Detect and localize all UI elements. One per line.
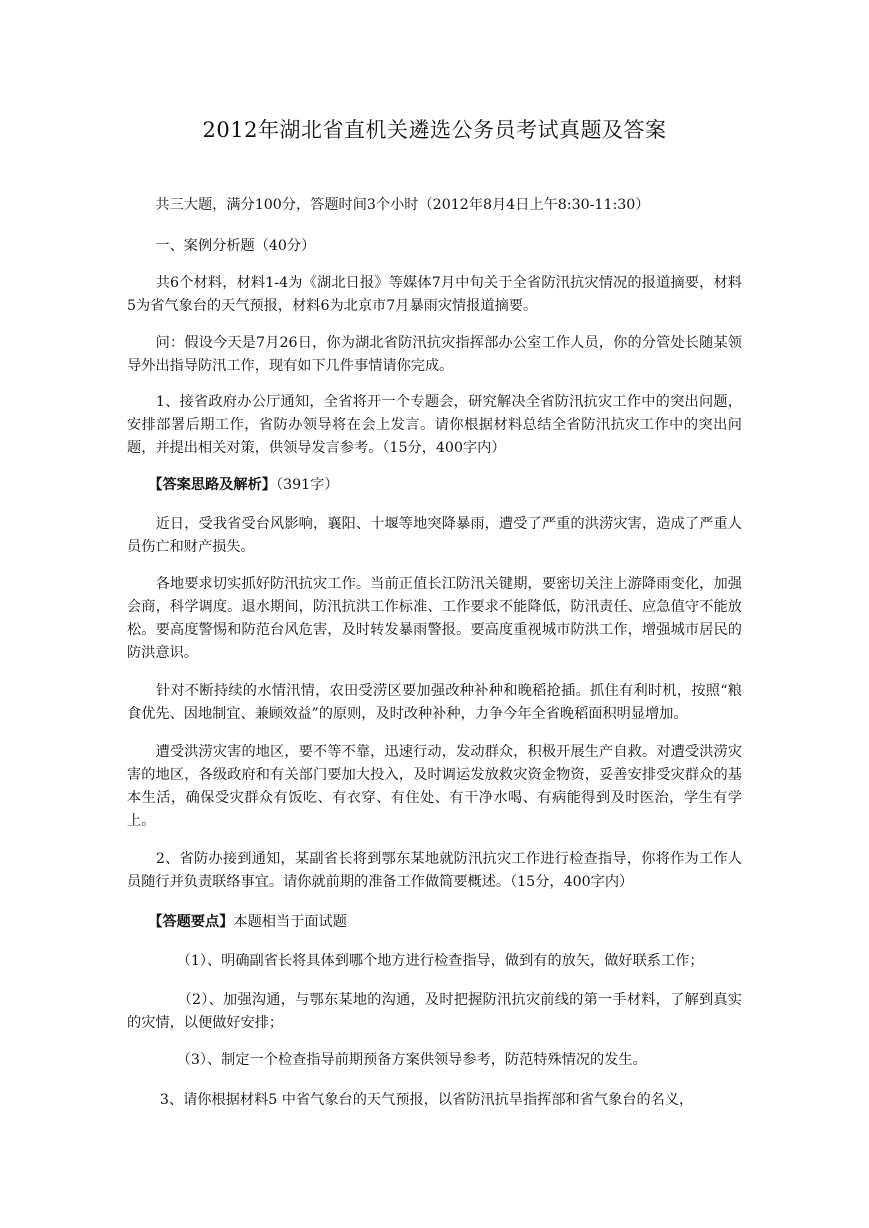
exam-info-paragraph: 共三大题，满分100分，答题时间3个小时（2012年8月4日上午8:30-11:30） [127,197,650,213]
question-1-paragraph: 1、接省政府办公厅通知，全省将开一个专题会，研究解决全省防汛抗灾工作中的突出问题，安排部署后期工作，省防办领导将在会上发言。请你根据材料总结全省防汛抗灾工作中的突出问题，并提出相关对策，供领导发言参考。（15分，400字内） [127,394,742,456]
answer-heading-1 [127,474,742,497]
answer-heading-1-label: 【答案思路及解析】 [155,477,276,493]
document-title: 2012年湖北省直机关遴选公务员考试真题及答案 [202,118,667,142]
question-intro-paragraph: 问：假设今天是7月26日，你为湖北省防汛抗灾指挥部办公室工作人员，你的分管处长随某领导外出指导防汛工作，现有如下几件事情请你完成。 [127,335,742,374]
question-3-paragraph: 3、请你根据材料5 中省气象台的天气预报，以省防汛抗旱指挥部和省气象台的名义， [127,1092,694,1108]
answer-point-2: （2）、加强沟通，与鄂东某地的沟通，及时把握防汛抗灾前线的第一手材料，了解到真实的灾情，以便做好安排； [127,992,742,1031]
answer-paragraph: 近日，受我省受台风影响，襄阳、十堰等地突降暴雨，遭受了严重的洪涝灾害，造成了严重人员伤亡和财产损失。 [127,516,742,555]
answer-point-3: （3）、制定一个检查指导前期预备方案供领导参考，防范特殊情况的发生。 [127,1052,647,1068]
answer-heading-2-label: 【答题要点】 [155,914,234,930]
answer-point-1: （1）、明确副省长将具体到哪个地方进行检查指导，做到有的放矢，做好联系工作； [127,953,704,969]
answer-heading-1-note: （391字） [275,477,339,493]
answer-paragraph: 遭受洪涝灾害的地区，要不等不靠，迅速行动，发动群众，积极开展生产自救。对遭受洪涝灾害的地区，各级政府和有关部门要加大投入，及时调运发放救灾资金物资，妥善安排受灾群众的基本生活，确保受灾群众有饭吃、有衣穿、有住处、有干净水喝、有病能得到及时医治，学生有学上。 [127,744,742,829]
answer-paragraph: 针对不断持续的水情汛情，农田受涝区要加强改种补种和晚稻抢插。抓住有利时机，按照“粮食优先、因地制宜、兼顾效益”的原则，及时改种补种，力争今年全省晚稻面积明显增加。 [127,683,742,722]
material-intro-paragraph: 共6个材料，材料1-4为《湖北日报》等媒体7月中旬关于全省防汛抗灾情况的报道摘要，材料5为省气象台的天气预报，材料6为北京市7月暴雨灾情报道摘要。 [127,275,742,314]
answer-paragraph: 各地要求切实抓好防汛抗灾工作。当前正值长江防汛关键期，要密切关注上游降雨变化，加强会商，科学调度。退水期间，防汛抗洪工作标准、工作要求不能降低，防汛责任、应急值守不能放松。要高度警惕和防范台风危害，及时转发暴雨警报。要高度重视城市防洪工作，增强城市居民的防洪意识。 [127,576,742,661]
section-heading: 一、案例分析题（40分） [127,238,316,254]
question-2-paragraph: 2、省防办接到通知，某副省长将到鄂东某地就防汛抗灾工作进行检查指导，你将作为工作人员随行并负责联络事宜。请你就前期的准备工作做简要概述。（15分，400字内） [127,851,742,890]
answer-heading-2-note: 本题相当于面试题 [233,914,347,930]
answer-heading-2 [127,911,742,934]
